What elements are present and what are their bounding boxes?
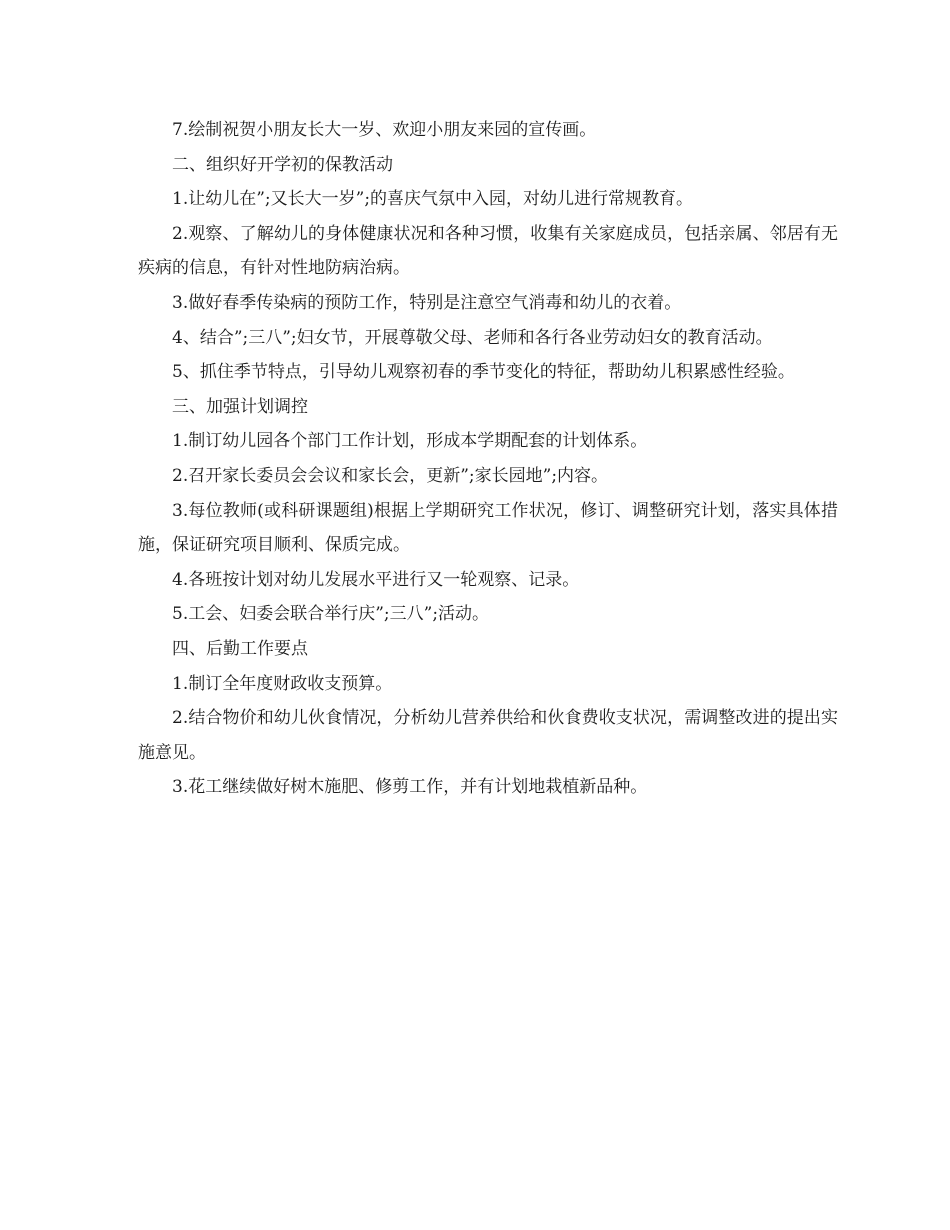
paragraph-plan-3: 3.每位教师(或科研课题组)根据上学期研究工作状况，修订、调整研究计划，落实具体措施，保证研究项目顺利、保质完成。	[138, 500, 838, 556]
paragraph-plan-1: 1.制订幼儿园各个部门工作计划，形成本学期配套的计划体系。	[172, 431, 648, 452]
paragraph-plan-2: 2.召开家长委员会会议和家长会，更新”;家长园地”;内容。	[172, 465, 609, 486]
section-heading-2: 二、组织好开学初的保教活动	[172, 154, 393, 175]
paragraph-logistics-1: 1.制订全年度财政收支预算。	[172, 673, 393, 694]
document-body	[138, 113, 838, 805]
paragraph-item-5-season: 5、抓住季节特点，引导幼儿观察初春的季节变化的特征，帮助幼儿积累感性经验。	[172, 362, 795, 383]
paragraph-item-7-poster: 7.绘制祝贺小朋友长大一岁、欢迎小朋友来园的宣传画。	[172, 120, 597, 140]
paragraph-item-2-health: 2.观察、了解幼儿的身体健康状况和各种习惯，收集有关家庭成员，包括亲属、邻居有无疾病的信息，有针对性地防病治病。	[138, 223, 838, 279]
section-heading-3: 三、加强计划调控	[172, 396, 308, 417]
paragraph-item-4-womens-day: 4、结合”;三八”;妇女节，开展尊敬父母、老师和各行各业劳动妇女的教育活动。	[172, 327, 773, 348]
section-heading-4: 四、后勤工作要点	[172, 638, 308, 659]
paragraph-logistics-2: 2.结合物价和幼儿伙食情况，分析幼儿营养供给和伙食费收支状况，需调整改进的提出实施意见。	[138, 708, 838, 763]
paragraph-item-1-entry: 1.让幼儿在”;又长大一岁”;的喜庆气氛中入园，对幼儿进行常规教育。	[172, 189, 694, 210]
paragraph-plan-4: 4.各班按计划对幼儿发展水平进行又一轮观察、记录。	[172, 569, 580, 590]
paragraph-logistics-3: 3.花工继续做好树木施肥、修剪工作，并有计划地栽植新品种。	[172, 777, 648, 798]
paragraph-item-3-disease: 3.做好春季传染病的预防工作，特别是注意空气消毒和幼儿的衣着。	[172, 292, 682, 313]
paragraph-plan-5: 5.工会、妇委会联合举行庆”;三八”;活动。	[172, 604, 490, 625]
